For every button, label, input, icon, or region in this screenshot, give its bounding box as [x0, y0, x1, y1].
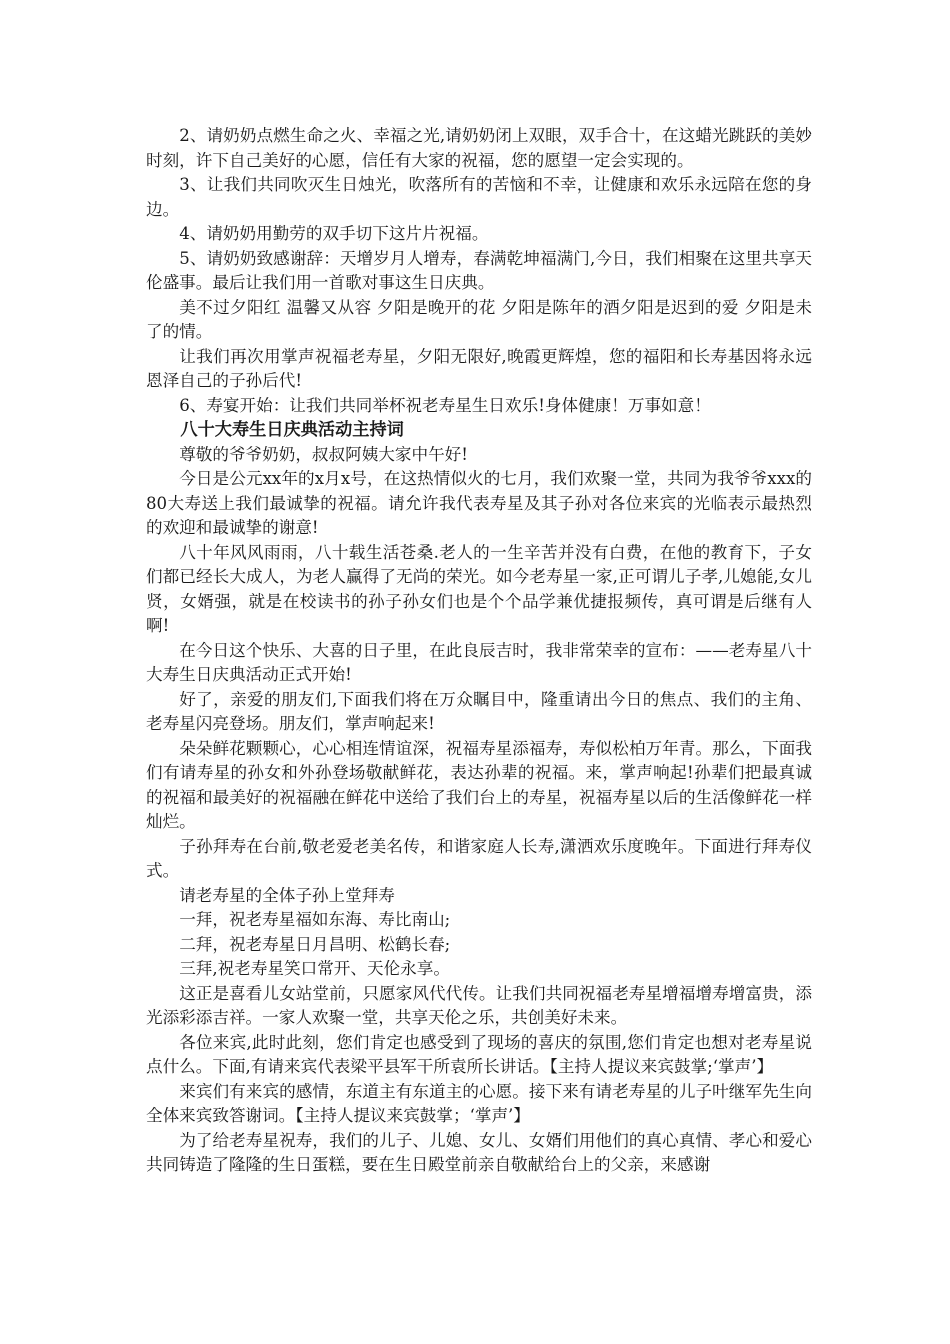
paragraph: 请老寿星的全体子孙上堂拜寿 [179, 885, 395, 905]
paragraph: 为了给老寿星祝寿，我们的儿子、儿媳、女儿、女婿们用他们的真心真情、孝心和爱心共同铸造了隆隆的生日蛋糕，要在生日殿堂前亲自敬献给台上的父亲，来感谢 [146, 1130, 812, 1174]
paragraph: 让我们再次用掌声祝福老寿星，夕阳无限好,晚霞更辉煌，您的福阳和长寿基因将永远恩泽自己的子孙后代! [146, 346, 812, 390]
paragraph: 美不过夕阳红 温馨又从容 夕阳是晚开的花 夕阳是陈年的酒夕阳是迟到的爱 夕阳是未了的情。 [146, 297, 812, 341]
section-heading: 八十大寿生日庆典活动主持词 [180, 420, 404, 440]
paragraph: 朵朵鲜花颗颗心，心心相连情谊深，祝福寿星添福寿，寿似松柏万年青。那么，下面我们有请寿星的孙女和外孙登场敬献鲜花，表达孙辈的祝福。来，掌声响起!孙辈们把最真诚的祝福和最美好的祝福融在鲜花中送给了我们台上的寿星，祝福寿星以后的生活像鲜花一样灿烂。 [146, 738, 812, 831]
paragraph: 二拜，祝老寿星日月昌明、松鹤长春; [179, 934, 451, 954]
paragraph: 3、让我们共同吹灭生日烛光，吹落所有的苦恼和不幸，让健康和欢乐永远陪在您的身边。 [146, 175, 812, 219]
paragraph: 今日是公元xx年的x月x号，在这热情似火的七月，我们欢聚一堂，共同为我爷爷xxx的80大寿送上我们最诚挚的祝福。请允许我代表寿星及其子孙对各位来宾的光临表示最热烈的欢迎和最诚挚的谢意! [146, 469, 812, 537]
paragraph: 在今日这个快乐、大喜的日子里，在此良辰吉时，我非常荣幸的宣布：——老寿星八十大寿生日庆典活动正式开始! [146, 640, 812, 684]
paragraph: 这正是喜看儿女站堂前，只愿家风代代传。让我们共同祝福老寿星增福增寿增富贵，添光添彩添吉祥。一家人欢聚一堂，共享天伦之乐，共创美好未来。 [146, 983, 812, 1027]
paragraph: 来宾们有来宾的感情，东道主有东道主的心愿。接下来有请老寿星的儿子叶继军先生向全体来宾致答谢词。【主持人提议来宾鼓掌；‘掌声’】 [146, 1081, 812, 1125]
paragraph: 尊敬的爷爷奶奶，叔叔阿姨大家中午好! [179, 444, 468, 464]
paragraph: 八十年风风雨雨，八十载生活苍桑.老人的一生辛苦并没有白费，在他的教育下，子女们都已经长大成人，为老人赢得了无尚的荣光。如今老寿星一家,正可谓儿子孝,儿媳能,女儿贤，女婿强，就是在校读书的孙子孙女们也是个个品学兼优捷报频传，真可谓是后继有人啊! [146, 542, 812, 635]
paragraph: 三拜,祝老寿星笑口常开、天伦永享。 [179, 959, 450, 978]
paragraph: 2、请奶奶点燃生命之火、幸福之光,请奶奶闭上双眼，双手合十，在这蜡光跳跃的美妙时刻，许下自己美好的心愿，信任有大家的祝福，您的愿望一定会实现的。 [146, 126, 812, 170]
paragraph: 6、寿宴开始：让我们共同举杯祝老寿星生日欢乐!身体健康！万事如意！ [179, 395, 711, 415]
paragraph: 5、请奶奶致感谢辞：天增岁月人增寿，春满乾坤福满门,今日，我们相聚在这里共享天伦盛事。最后让我们用一首歌对事这生日庆典。 [146, 248, 812, 292]
paragraph: 各位来宾,此时此刻，您们肯定也感受到了现场的喜庆的氛围,您们肯定也想对老寿星说点什么。下面,有请来宾代表梁平县军干所袁所长讲话。【主持人提议来宾鼓掌;‘掌声’】 [146, 1032, 812, 1076]
paragraph: 4、请奶奶用勤劳的双手切下这片片祝福。 [179, 224, 489, 243]
paragraph: 好了，亲爱的朋友们,下面我们将在万众瞩目中，隆重请出今日的焦点、我们的主角、老寿星闪亮登场。朋友们，掌声响起来! [146, 689, 812, 733]
paragraph: 子孙拜寿在台前,敬老爱老美名传，和谐家庭人长寿,潇洒欢乐度晚年。下面进行拜寿仪式。 [146, 836, 812, 880]
paragraph: 一拜，祝老寿星福如东海、寿比南山; [179, 910, 451, 929]
document-page [146, 124, 812, 1178]
